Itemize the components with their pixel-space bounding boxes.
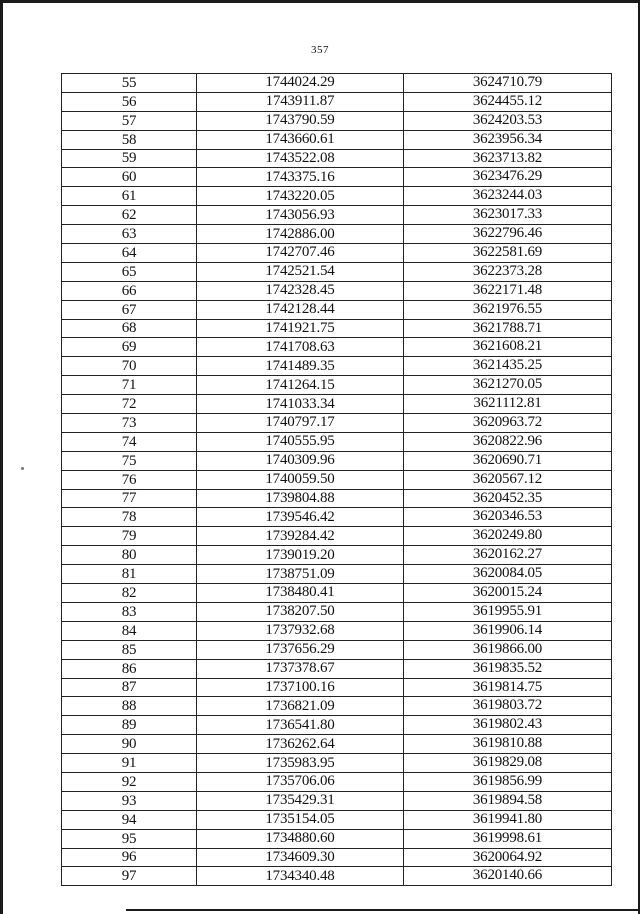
x-coordinate-cell: 1743522.08 [197, 149, 404, 168]
point-number-cell: 83 [62, 602, 197, 621]
y-coordinate-cell: 3619866.00 [404, 640, 612, 659]
point-number-cell: 59 [62, 149, 197, 168]
x-coordinate-cell: 1735983.95 [197, 754, 404, 773]
x-coordinate-cell: 1739019.20 [197, 546, 404, 565]
x-coordinate-cell: 1737100.16 [197, 678, 404, 697]
table-row [62, 130, 612, 149]
y-coordinate-cell: 3624710.79 [404, 74, 612, 93]
point-number-cell: 57 [62, 111, 197, 130]
x-coordinate-cell: 1743660.61 [197, 130, 404, 149]
y-coordinate-cell: 3622581.69 [404, 244, 612, 263]
point-number-cell: 84 [62, 621, 197, 640]
y-coordinate-cell: 3624455.12 [404, 92, 612, 111]
table-row [62, 621, 612, 640]
point-number-cell: 72 [62, 395, 197, 414]
x-coordinate-cell: 1734609.30 [197, 848, 404, 867]
x-coordinate-cell: 1743375.16 [197, 168, 404, 187]
y-coordinate-cell: 3622171.48 [404, 281, 612, 300]
point-number-cell: 55 [62, 74, 197, 93]
table-row [62, 376, 612, 395]
x-coordinate-cell: 1737932.68 [197, 621, 404, 640]
x-coordinate-cell: 1743220.05 [197, 187, 404, 206]
y-coordinate-cell: 3619802.43 [404, 716, 612, 735]
scan-border-bottom [126, 909, 640, 911]
y-coordinate-cell: 3621270.05 [404, 376, 612, 395]
table-row [62, 470, 612, 489]
table-row [62, 791, 612, 810]
y-coordinate-cell: 3620249.80 [404, 527, 612, 546]
x-coordinate-cell: 1741264.15 [197, 376, 404, 395]
y-coordinate-cell: 3620452.35 [404, 489, 612, 508]
point-number-cell: 91 [62, 754, 197, 773]
table-row [62, 810, 612, 829]
table-row [62, 281, 612, 300]
y-coordinate-cell: 3623244.03 [404, 187, 612, 206]
point-number-cell: 97 [62, 867, 197, 886]
x-coordinate-cell: 1740797.17 [197, 414, 404, 433]
point-number-cell: 58 [62, 130, 197, 149]
y-coordinate-cell: 3623956.34 [404, 130, 612, 149]
table-row [62, 357, 612, 376]
x-coordinate-cell: 1741708.63 [197, 338, 404, 357]
coordinates-table-body [62, 74, 612, 886]
x-coordinate-cell: 1738751.09 [197, 565, 404, 584]
x-coordinate-cell: 1735429.31 [197, 791, 404, 810]
point-number-cell: 61 [62, 187, 197, 206]
y-coordinate-cell: 3621976.55 [404, 300, 612, 319]
y-coordinate-cell: 3619955.91 [404, 602, 612, 621]
point-number-cell: 69 [62, 338, 197, 357]
x-coordinate-cell: 1741489.35 [197, 357, 404, 376]
y-coordinate-cell: 3619856.99 [404, 772, 612, 791]
point-number-cell: 87 [62, 678, 197, 697]
table-row [62, 848, 612, 867]
y-coordinate-cell: 3620963.72 [404, 414, 612, 433]
x-coordinate-cell: 1742886.00 [197, 225, 404, 244]
x-coordinate-cell: 1743911.87 [197, 92, 404, 111]
table-row [62, 489, 612, 508]
x-coordinate-cell: 1741921.75 [197, 319, 404, 338]
point-number-cell: 86 [62, 659, 197, 678]
point-number-cell: 71 [62, 376, 197, 395]
table-row [62, 414, 612, 433]
point-number-cell: 80 [62, 546, 197, 565]
point-number-cell: 96 [62, 848, 197, 867]
page-number: 357 [311, 44, 329, 56]
scan-border-left [0, 0, 3, 914]
y-coordinate-cell: 3620064.92 [404, 848, 612, 867]
x-coordinate-cell: 1736262.64 [197, 735, 404, 754]
table-row [62, 602, 612, 621]
y-coordinate-cell: 3620084.05 [404, 565, 612, 584]
table-row [62, 508, 612, 527]
y-coordinate-cell: 3620162.27 [404, 546, 612, 565]
scan-border-top [0, 0, 640, 3]
point-number-cell: 81 [62, 565, 197, 584]
point-number-cell: 92 [62, 772, 197, 791]
x-coordinate-cell: 1740309.96 [197, 451, 404, 470]
table-row [62, 546, 612, 565]
x-coordinate-cell: 1742128.44 [197, 300, 404, 319]
table-row [62, 829, 612, 848]
point-number-cell: 64 [62, 244, 197, 263]
point-number-cell: 62 [62, 206, 197, 225]
x-coordinate-cell: 1738207.50 [197, 602, 404, 621]
y-coordinate-cell: 3621112.81 [404, 395, 612, 414]
y-coordinate-cell: 3619906.14 [404, 621, 612, 640]
x-coordinate-cell: 1734880.60 [197, 829, 404, 848]
table-row [62, 432, 612, 451]
x-coordinate-cell: 1734340.48 [197, 867, 404, 886]
x-coordinate-cell: 1742328.45 [197, 281, 404, 300]
table-row [62, 754, 612, 773]
y-coordinate-cell: 3621788.71 [404, 319, 612, 338]
table-row [62, 678, 612, 697]
point-number-cell: 70 [62, 357, 197, 376]
coordinates-table [61, 73, 612, 886]
x-coordinate-cell: 1744024.29 [197, 74, 404, 93]
y-coordinate-cell: 3620822.96 [404, 432, 612, 451]
point-number-cell: 68 [62, 319, 197, 338]
table-row [62, 640, 612, 659]
x-coordinate-cell: 1742707.46 [197, 244, 404, 263]
y-coordinate-cell: 3623476.29 [404, 168, 612, 187]
y-coordinate-cell: 3622796.46 [404, 225, 612, 244]
x-coordinate-cell: 1739284.42 [197, 527, 404, 546]
y-coordinate-cell: 3621608.21 [404, 338, 612, 357]
table-row [62, 111, 612, 130]
y-coordinate-cell: 3622373.28 [404, 262, 612, 281]
x-coordinate-cell: 1735154.05 [197, 810, 404, 829]
point-number-cell: 79 [62, 527, 197, 546]
point-number-cell: 67 [62, 300, 197, 319]
table-row [62, 206, 612, 225]
table-row [62, 187, 612, 206]
point-number-cell: 90 [62, 735, 197, 754]
point-number-cell: 94 [62, 810, 197, 829]
y-coordinate-cell: 3620567.12 [404, 470, 612, 489]
table-row [62, 319, 612, 338]
point-number-cell: 78 [62, 508, 197, 527]
y-coordinate-cell: 3619829.08 [404, 754, 612, 773]
point-number-cell: 66 [62, 281, 197, 300]
table-row [62, 338, 612, 357]
table-row [62, 735, 612, 754]
table-row [62, 565, 612, 584]
y-coordinate-cell: 3619894.58 [404, 791, 612, 810]
point-number-cell: 73 [62, 414, 197, 433]
point-number-cell: 63 [62, 225, 197, 244]
y-coordinate-cell: 3620690.71 [404, 451, 612, 470]
point-number-cell: 76 [62, 470, 197, 489]
table-row [62, 527, 612, 546]
point-number-cell: 74 [62, 432, 197, 451]
x-coordinate-cell: 1739546.42 [197, 508, 404, 527]
x-coordinate-cell: 1736821.09 [197, 697, 404, 716]
point-number-cell: 56 [62, 92, 197, 111]
table-row [62, 300, 612, 319]
table-row [62, 92, 612, 111]
y-coordinate-cell: 3623713.82 [404, 149, 612, 168]
table-row [62, 716, 612, 735]
table-row [62, 451, 612, 470]
table-row [62, 395, 612, 414]
point-number-cell: 89 [62, 716, 197, 735]
x-coordinate-cell: 1743790.59 [197, 111, 404, 130]
y-coordinate-cell: 3619810.88 [404, 735, 612, 754]
y-coordinate-cell: 3619803.72 [404, 697, 612, 716]
y-coordinate-cell: 3619814.75 [404, 678, 612, 697]
x-coordinate-cell: 1743056.93 [197, 206, 404, 225]
x-coordinate-cell: 1735706.06 [197, 772, 404, 791]
x-coordinate-cell: 1740555.95 [197, 432, 404, 451]
scan-speck [21, 467, 24, 470]
y-coordinate-cell: 3620015.24 [404, 584, 612, 603]
table-row [62, 772, 612, 791]
x-coordinate-cell: 1736541.80 [197, 716, 404, 735]
table-row [62, 584, 612, 603]
table-row [62, 225, 612, 244]
point-number-cell: 88 [62, 697, 197, 716]
point-number-cell: 75 [62, 451, 197, 470]
x-coordinate-cell: 1737378.67 [197, 659, 404, 678]
y-coordinate-cell: 3624203.53 [404, 111, 612, 130]
x-coordinate-cell: 1742521.54 [197, 262, 404, 281]
x-coordinate-cell: 1737656.29 [197, 640, 404, 659]
y-coordinate-cell: 3619941.80 [404, 810, 612, 829]
table-row [62, 244, 612, 263]
table-row [62, 659, 612, 678]
table-row [62, 867, 612, 886]
point-number-cell: 95 [62, 829, 197, 848]
y-coordinate-cell: 3619998.61 [404, 829, 612, 848]
table-row [62, 262, 612, 281]
y-coordinate-cell: 3620140.66 [404, 867, 612, 886]
x-coordinate-cell: 1739804.88 [197, 489, 404, 508]
point-number-cell: 82 [62, 584, 197, 603]
table-row [62, 149, 612, 168]
point-number-cell: 77 [62, 489, 197, 508]
y-coordinate-cell: 3619835.52 [404, 659, 612, 678]
point-number-cell: 60 [62, 168, 197, 187]
y-coordinate-cell: 3620346.53 [404, 508, 612, 527]
table-row [62, 74, 612, 93]
point-number-cell: 65 [62, 262, 197, 281]
x-coordinate-cell: 1738480.41 [197, 584, 404, 603]
y-coordinate-cell: 3623017.33 [404, 206, 612, 225]
x-coordinate-cell: 1741033.34 [197, 395, 404, 414]
table-row [62, 697, 612, 716]
point-number-cell: 93 [62, 791, 197, 810]
table-row [62, 168, 612, 187]
y-coordinate-cell: 3621435.25 [404, 357, 612, 376]
point-number-cell: 85 [62, 640, 197, 659]
x-coordinate-cell: 1740059.50 [197, 470, 404, 489]
